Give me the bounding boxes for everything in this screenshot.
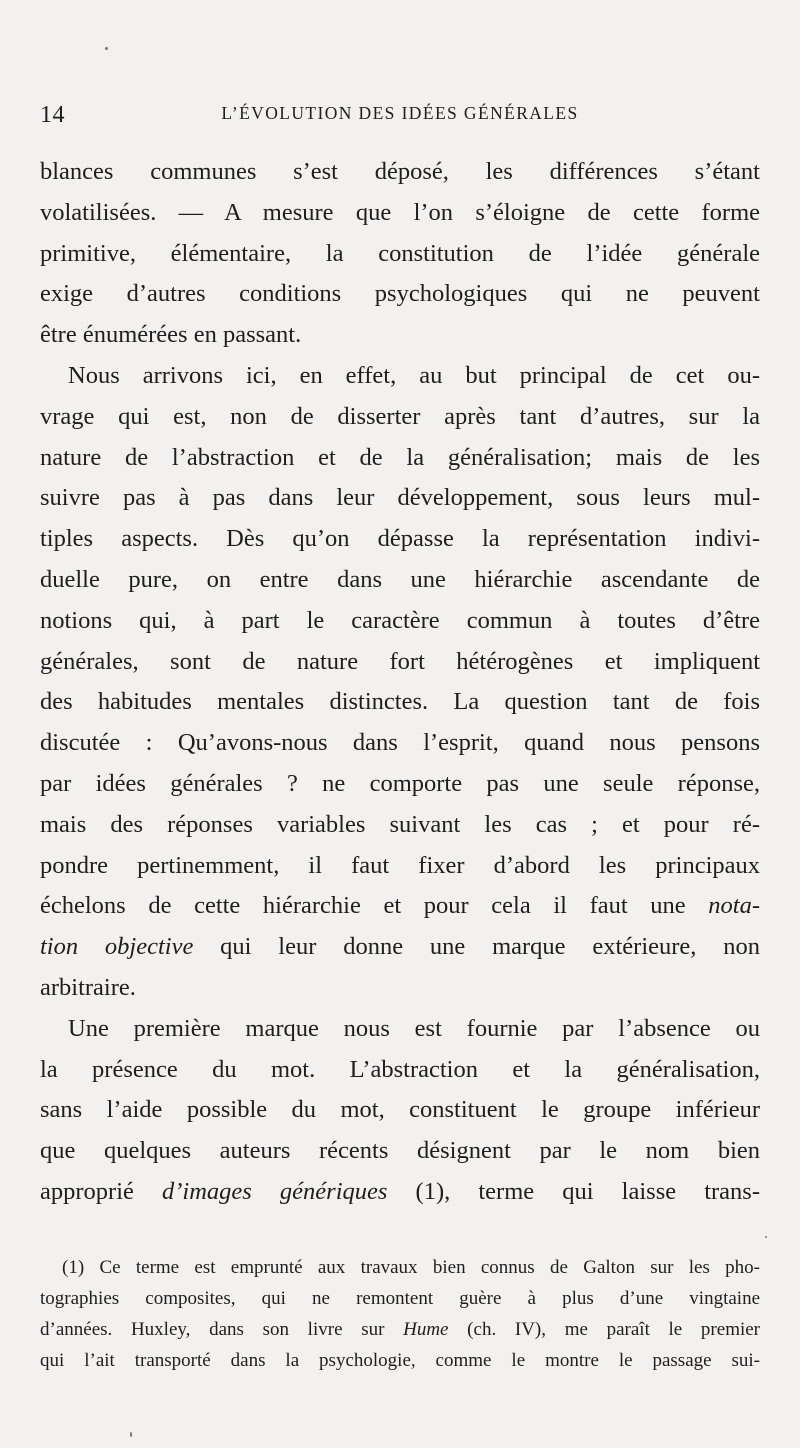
footnote-line [40, 1283, 760, 1314]
footnote-line [40, 1314, 760, 1345]
line-text: d’années. Huxley, dans son livre sur [40, 1319, 404, 1340]
page-number: 14 [40, 102, 65, 128]
line-text: sans l’aide possible du mot, constituent le groupe inférieur [40, 1096, 760, 1124]
body-line [40, 601, 760, 642]
body-line [40, 682, 760, 723]
body-line [40, 723, 760, 764]
body-line [40, 438, 760, 479]
body-line [40, 886, 760, 927]
body-line [40, 356, 760, 397]
line-text: la présence du mot. L’abstraction et la généralisation, [40, 1055, 760, 1083]
line-text: que quelques auteurs récents désignent par le nom bien [40, 1137, 760, 1165]
line-text: qui leur donne une marque extérieure, non [193, 933, 760, 961]
body-line [40, 1009, 760, 1050]
line-text: arbitraire. [40, 973, 136, 1001]
body-text [40, 152, 760, 1213]
line-text: blances communes s’est déposé, les différences s’étant [40, 158, 760, 185]
line-text: discutée : Qu’avons-nous dans l’esprit, quand nous pensons [40, 729, 760, 757]
italic-text: d’images génériques [162, 1177, 388, 1205]
paper-speck [105, 47, 108, 50]
body-line [40, 968, 760, 1009]
paper-speck [130, 1432, 132, 1437]
body-line [40, 1050, 760, 1091]
body-line [40, 478, 760, 519]
footnote-line [40, 1252, 760, 1283]
line-text: volatilisées. — A mesure que l’on s’éloigne de cette forme [40, 198, 760, 226]
line-text: mais des réponses variables suivant les cas ; et pour ré- [40, 810, 760, 838]
line-text: (1), terme qui laisse trans- [387, 1177, 760, 1205]
running-title: L’ÉVOLUTION DES IDÉES GÉNÉRALES [221, 103, 579, 123]
body-line [40, 152, 760, 193]
line-text: suivre pas à pas dans leur développement, sous leurs mul- [40, 484, 760, 512]
footnotes [40, 1252, 760, 1376]
body-line [40, 1090, 760, 1131]
line-text: par idées générales ? ne comporte pas une seule réponse, [40, 769, 760, 797]
line-text: qui l’ait transporté dans la psychologie, comme le montre le passage sui- [40, 1350, 760, 1371]
line-text: (ch. IV), me paraît le premier [448, 1319, 760, 1340]
line-text: tiples aspects. Dès qu’on dépasse la représentation indivi- [40, 525, 760, 553]
line-text: Nous arrivons ici, en effet, au but principal de cet ou- [68, 361, 760, 389]
line-text: exige d’autres conditions psychologiques qui ne peuvent [40, 280, 760, 308]
line-text: vrage qui est, non de disserter après tant d’autres, sur la [40, 402, 760, 430]
body-line [40, 927, 760, 968]
body-line [40, 1131, 760, 1172]
line-text: tographies composites, qui ne remontent guère à plus d’une vingtaine [40, 1288, 760, 1309]
line-text: notions qui, à part le caractère commun à toutes d’être [40, 606, 760, 634]
line-text: être énumérées en passant. [40, 321, 302, 349]
line-text: duelle pure, on entre dans une hiérarchie ascendante de [40, 565, 760, 593]
paper-speck [765, 1236, 767, 1238]
body-line [40, 642, 760, 683]
footnote-line [40, 1345, 760, 1376]
italic-text: nota- [708, 892, 760, 920]
line-text: approprié [40, 1177, 162, 1205]
line-text: pondre pertinemment, il faut fixer d’abord les principaux [40, 851, 760, 879]
body-line [40, 315, 760, 356]
line-text: primitive, élémentaire, la constitution de l’idée générale [40, 239, 760, 267]
body-line [40, 234, 760, 275]
body-line [40, 560, 760, 601]
body-line [40, 1172, 760, 1213]
italic-text: tion objective [40, 933, 194, 961]
line-text: échelons de cette hiérarchie et pour cela il faut une [40, 892, 709, 920]
body-line [40, 274, 760, 315]
italic-text: Hume [403, 1319, 449, 1340]
body-line [40, 519, 760, 560]
body-line [40, 397, 760, 438]
body-line [40, 846, 760, 887]
line-text: Une première marque nous est fournie par l’absence ou [68, 1014, 760, 1042]
line-text: nature de l’abstraction et de la généralisation; mais de les [40, 443, 760, 471]
line-text: des habitudes mentales distinctes. La question tant de fois [40, 688, 760, 716]
line-text: générales, sont de nature fort hétérogènes et impliquent [40, 647, 760, 675]
line-text: (1) Ce terme est emprunté aux travaux bien connus de Galton sur les pho- [62, 1257, 760, 1278]
page-header [40, 100, 760, 132]
body-line [40, 805, 760, 846]
body-line [40, 764, 760, 805]
body-line [40, 193, 760, 234]
